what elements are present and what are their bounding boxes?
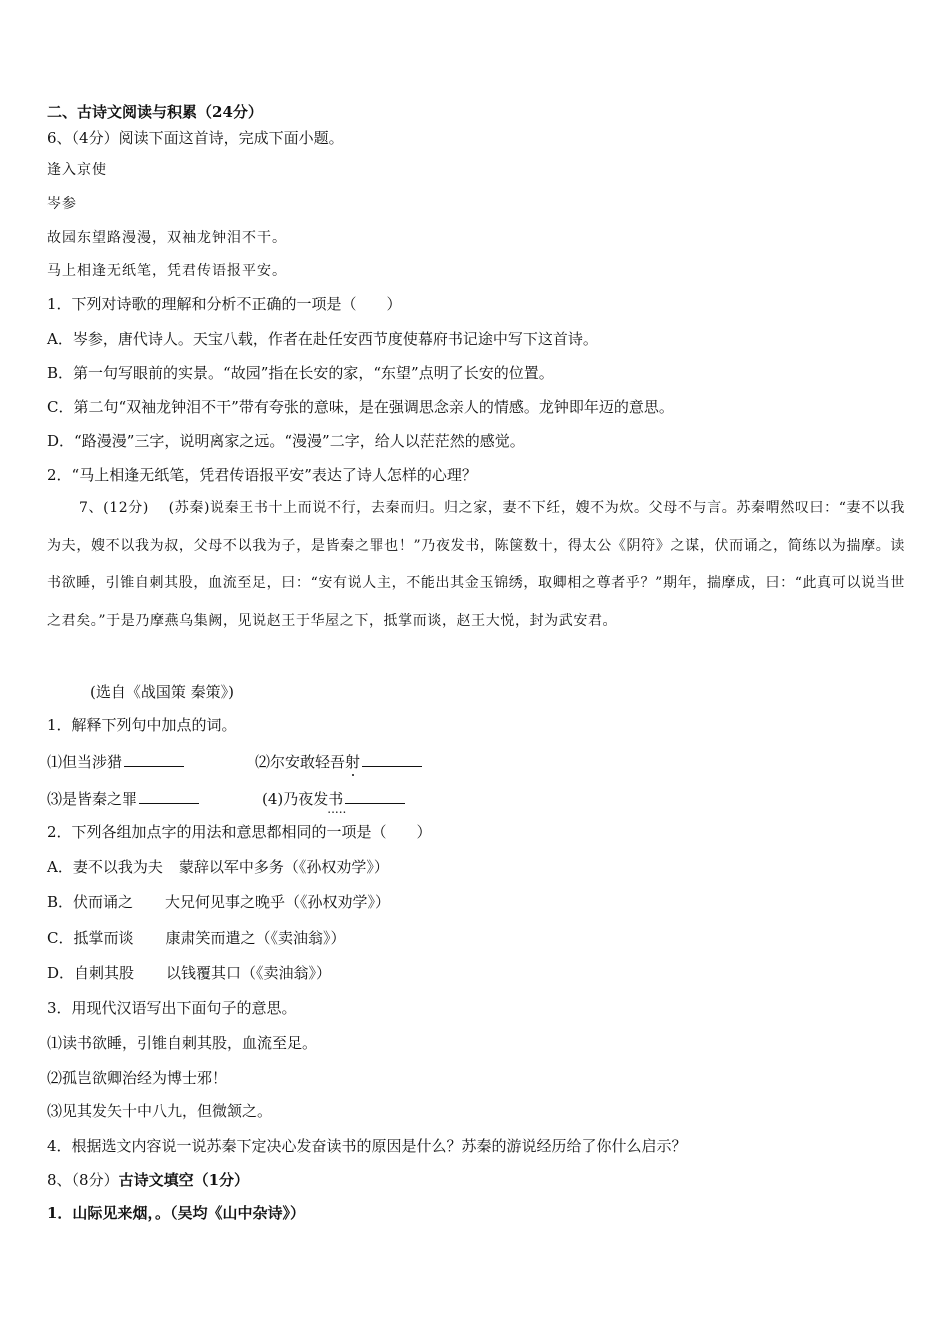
q7-sentence-1: ⑴读书欲睡，引锥自刺其股，血流至足。	[47, 1034, 318, 1052]
poem-author: 岑参	[47, 196, 77, 212]
q7-source: (选自《战国策 秦策》)	[90, 683, 234, 701]
q7-option-a	[47, 857, 389, 877]
poem-title: 逢入京使	[47, 162, 107, 178]
q7-option-c-right: 康肃笑而遣之（《卖油翁》）	[165, 929, 346, 947]
answer-blank[interactable]	[124, 750, 184, 767]
q7-word-1-text: ⑴但当涉猎	[47, 753, 123, 771]
poem-line-2: 马上相逢无纸笔，凭君传语报平安。	[47, 263, 287, 279]
q8-heading	[47, 1170, 249, 1190]
q7-sub1: 1．解释下列句中加点的词。	[47, 716, 237, 734]
q7-option-c	[47, 928, 346, 948]
q7-word-3-text: ⑶是皆秦之罪	[47, 790, 138, 808]
q8-item-1: 1．山际见来烟，。（吴均《山中杂诗》）	[47, 1204, 305, 1222]
q6-option-d: D．“路漫漫”三字，说明离家之远。“漫漫”二字，给人以茫茫然的感觉。	[47, 432, 525, 450]
q6-option-a: A．岑参，唐代诗人。天宝八载，作者在赴任安西节度使幕府书记途中写下这首诗。	[47, 330, 598, 348]
answer-blank[interactable]	[139, 787, 199, 804]
q6-sub1: 1．下列对诗歌的理解和分析不正确的一项是（ ）	[47, 295, 402, 313]
q7-word-3	[47, 787, 199, 809]
emphasis-dot-char: 射	[345, 753, 361, 771]
q7-passage-first: 7、(12分) (苏秦)说秦王书十上而说不行，去秦而归。归之家，妻不下纴，嫂不为炊。父母不与言。苏秦喟然	[79, 500, 795, 516]
q8-title: 古诗文填空（1分）	[118, 1171, 250, 1189]
q8-prefix: 8、（8分）	[47, 1171, 119, 1189]
q7-option-d-left: D．自刺其股	[47, 964, 135, 982]
q7-sentence-2: ⑵孤岂欲卿治经为博士邪！	[47, 1069, 228, 1087]
q7-word-1	[47, 750, 184, 772]
answer-blank[interactable]	[362, 750, 422, 767]
q6-intro: 6、（4分）阅读下面这首诗，完成下面小题。	[47, 129, 344, 147]
q7-option-b	[47, 892, 390, 912]
q7-sentence-3: ⑶见其发矢十中八九，但微颔之。	[47, 1102, 273, 1120]
q7-word-2-text: ⑵尔安敢轻吾	[255, 753, 346, 771]
q7-passage-rest: 叹曰：“妻不以我为夫，嫂不以我为叔，父母不以我为子，是皆秦之罪也！”乃夜发书，陈箧数十，得太公《阴符》之谋，伏而诵之，简练以为揣摩。读书欲睡，引锥自刺其股，血流至足，曰：“安有说人主，不能出其金玉锦绣，取卿相之尊者乎？”期年，揣摩成，曰：“此真可以说当世之君矣。”于是乃摩燕乌集阙，见说赵王于华屋之下，抵掌而谈，赵王大悦，封为武安君。	[47, 500, 905, 629]
q7-sub2: 2．下列各组加点字的用法和意思都相同的一项是（ ）	[47, 823, 432, 841]
poem-line-1: 故园东望路漫漫，双袖龙钟泪不干。	[47, 230, 287, 246]
q7-word-4-text: (4)乃夜发	[262, 790, 329, 808]
q7-option-a-right: 蒙辞以军中多务（《孙权劝学》）	[178, 858, 389, 876]
answer-blank[interactable]	[345, 787, 405, 804]
q7-option-b-left: B．伏而诵之	[47, 893, 134, 911]
q7-option-c-left: C．抵掌而谈	[47, 929, 134, 947]
q6-option-c: C．第二句“双袖龙钟泪不干”带有夸张的意味，是在强调思念亲人的情感。龙钟即年迈的意思。	[47, 398, 674, 416]
q7-option-a-left: A．妻不以我为夫	[47, 858, 163, 876]
q7-option-d	[47, 963, 331, 983]
q7-word-4	[262, 787, 405, 809]
q7-option-d-right: 以钱覆其口（《卖油翁》）	[166, 964, 332, 982]
q7-sub4: 4．根据选文内容说一说苏秦下定决心发奋读书的原因是什么？苏秦的游说经历给了你什么启示？	[47, 1137, 687, 1155]
emphasis-dots-char: 书 .....	[328, 789, 343, 809]
section-heading: 二、古诗文阅读与积累（24分）	[47, 103, 263, 121]
q7-option-b-right: 大兄何见事之晚乎（《孙权劝学》）	[165, 893, 391, 911]
q7-word-2	[255, 750, 422, 772]
q6-option-b: B．第一句写眼前的实景。“故园”指在长安的家，“东望”点明了长安的位置。	[47, 364, 554, 382]
q7-passage	[47, 490, 905, 640]
q7-sub3: 3．用现代汉语写出下面句子的意思。	[47, 999, 297, 1017]
q6-sub2: 2．“马上相逢无纸笔，凭君传语报平安”表达了诗人怎样的心理？	[47, 466, 477, 484]
